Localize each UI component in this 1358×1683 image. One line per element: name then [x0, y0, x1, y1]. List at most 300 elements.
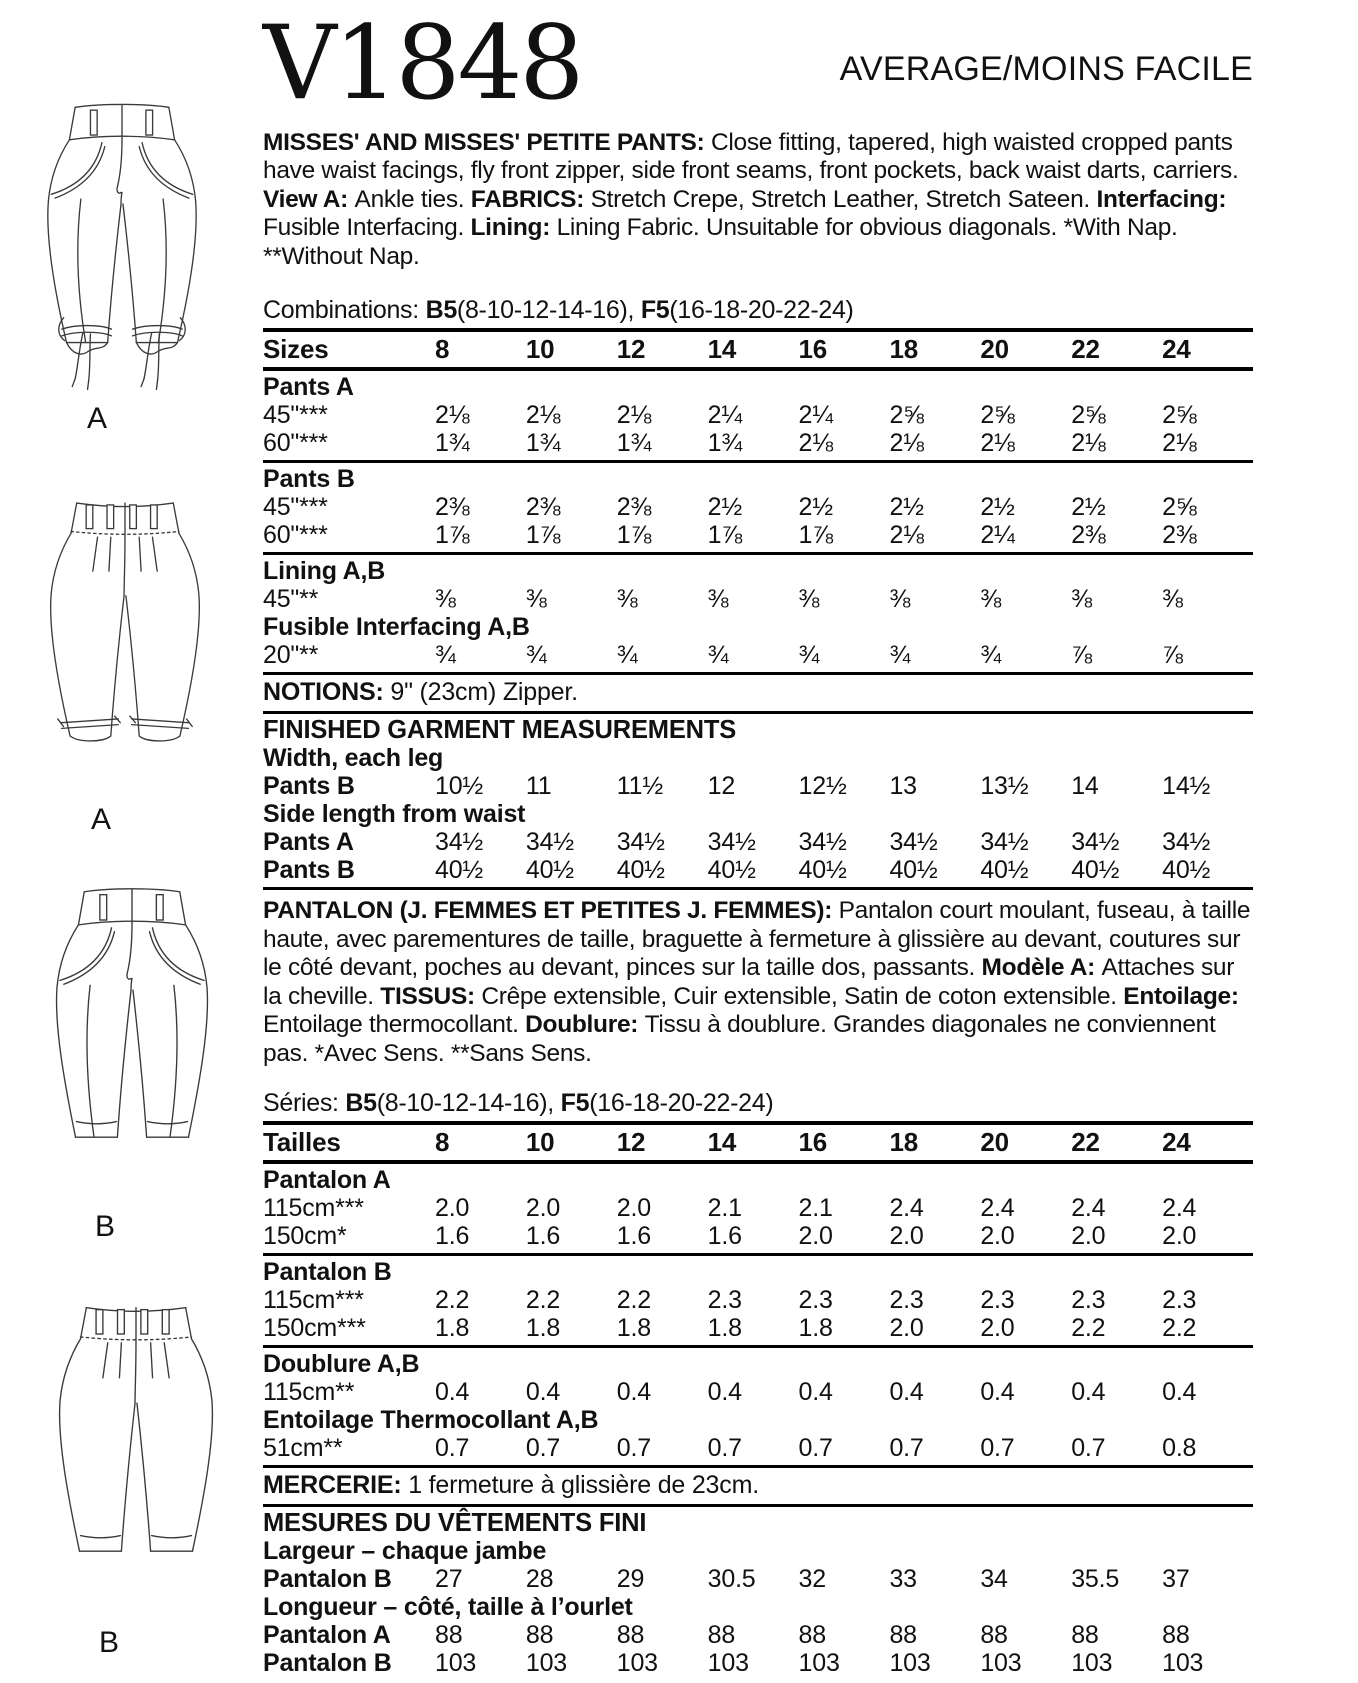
value-cell: 2.0 [1071, 1222, 1106, 1251]
value-cell: 103 [1071, 1649, 1113, 1678]
bold-text: NOTIONS: [263, 678, 384, 707]
row-label: Pants B [263, 856, 355, 885]
text: 9" (23cm) Zipper. [383, 678, 578, 707]
value-cell: 1.8 [798, 1314, 833, 1343]
value-cell: 2⅜ [1162, 521, 1197, 550]
table-header-row [263, 334, 1253, 364]
value-cell: 34½ [889, 828, 938, 857]
table-row [263, 1286, 1253, 1314]
column-header: 18 [889, 334, 918, 365]
table-rule [263, 1253, 1253, 1256]
value-cell: 34½ [1162, 828, 1211, 857]
value-cell: 2.2 [525, 1286, 561, 1315]
row-label: 115cm*** [263, 1194, 364, 1223]
value-cell: 0.4 [525, 1378, 561, 1407]
value-cell: 103 [798, 1649, 840, 1678]
value-cell: 88 [1071, 1621, 1099, 1650]
value-cell: 0.7 [707, 1434, 742, 1463]
value-cell: 1.8 [525, 1314, 561, 1343]
value-cell: 0.7 [798, 1434, 833, 1463]
value-cell: 11½ [616, 772, 663, 801]
value-cell: 2.0 [616, 1194, 651, 1223]
value-cell: ¾ [525, 641, 547, 670]
column-header: 16 [798, 334, 828, 365]
bold-text: FABRICS: [470, 185, 591, 213]
value-cell: 1.6 [525, 1222, 561, 1251]
bold-text: PANTALON (J. FEMMES ET PETITES J. FEMMES): [263, 897, 839, 925]
pants-b-front-figure [20, 876, 244, 1244]
value-cell: 0.7 [980, 1434, 1015, 1463]
column-header: 20 [980, 334, 1009, 365]
text: Close fitting, tapered, high waisted cropped pants have waist facings, fly front zipper, side front seams, front pockets, back waist darts, carriers. [263, 128, 1239, 185]
row-label: Pantalon B [263, 1649, 392, 1678]
table-row [263, 1621, 1253, 1649]
figure-label: A [90, 803, 111, 836]
section-title: Side length from waist [263, 800, 526, 829]
column-header: 12 [616, 1127, 646, 1158]
illustration-rail [0, 0, 255, 1683]
value-cell: 1¾ [435, 429, 470, 458]
text: 1 fermeture à glissière de 23cm. [401, 1471, 759, 1500]
section-title: Pants A [263, 373, 354, 402]
value-cell: 30.5 [707, 1565, 756, 1594]
value-cell: 2.0 [525, 1194, 561, 1223]
value-cell: 34½ [980, 828, 1029, 857]
value-cell: 0.4 [616, 1378, 651, 1407]
bold-text: F5 [640, 296, 670, 325]
value-cell: 12 [707, 772, 736, 801]
divider [263, 1504, 1253, 1507]
table-row [263, 1194, 1253, 1222]
value-cell: 0.8 [1162, 1434, 1197, 1463]
column-header: 14 [707, 1127, 737, 1158]
value-cell: 2⅛ [889, 429, 924, 458]
value-cell: 0.4 [435, 1378, 470, 1407]
value-cell: 2.0 [435, 1194, 470, 1223]
text: (8-10-12-14-16), [456, 296, 641, 325]
value-cell: 40½ [980, 856, 1029, 885]
value-cell: ⅞ [1162, 641, 1183, 670]
pants-a-back-illustration [16, 486, 234, 789]
value-cell: 34½ [1071, 828, 1120, 857]
divider [263, 711, 1253, 714]
value-cell: ¾ [889, 641, 911, 670]
pants-a-front-illustration [12, 92, 232, 398]
value-cell: 2.3 [1162, 1286, 1197, 1315]
notions-line [263, 677, 1253, 708]
value-cell: 2.4 [889, 1194, 924, 1223]
description-english [263, 129, 1253, 272]
column-header: 8 [435, 334, 450, 365]
value-cell: 27 [435, 1565, 463, 1594]
value-cell: 88 [889, 1621, 917, 1650]
value-cell: 2.0 [889, 1314, 924, 1343]
text: (16-18-20-22-24) [669, 296, 854, 325]
text: Fusible Interfacing. [263, 214, 471, 242]
text: Combinations: [263, 296, 426, 325]
value-cell: 2.0 [798, 1222, 833, 1251]
value-cell: 2.3 [1071, 1286, 1106, 1315]
value-cell: 34½ [798, 828, 847, 857]
series-line [263, 1088, 1253, 1118]
value-cell: 0.7 [435, 1434, 470, 1463]
value-cell: 2.4 [980, 1194, 1015, 1223]
difficulty-label: AVERAGE/MOINS FACILE [839, 50, 1253, 88]
column-header-label: Sizes [263, 334, 329, 365]
value-cell: ¾ [980, 641, 1001, 670]
pants-a-front-figure [12, 92, 232, 436]
value-cell: 1⅞ [435, 521, 470, 550]
finished-measurements-heading-fr: MESURES DU VÊTEMENTS FINI [263, 1509, 647, 1538]
value-cell: 103 [525, 1649, 567, 1678]
value-cell: 33 [889, 1565, 917, 1594]
figure-label: A [86, 402, 107, 435]
bold-text: MISSES' AND MISSES' PETITE PANTS: [263, 128, 711, 156]
value-cell: 40½ [435, 856, 484, 885]
pattern-number: V1848 [263, 4, 582, 123]
value-cell: 40½ [798, 856, 847, 885]
table-row [263, 429, 1253, 457]
value-cell: ⅜ [889, 585, 911, 614]
section-title: Pantalon A [263, 1166, 391, 1195]
column-header-label: Tailles [263, 1127, 341, 1158]
value-cell: 88 [980, 1621, 1008, 1650]
value-cell: 34½ [435, 828, 484, 857]
text: (8-10-12-14-16), [376, 1089, 561, 1118]
value-cell: 2¼ [798, 401, 833, 430]
bold-text: View A: [263, 185, 355, 213]
value-cell: 0.4 [1162, 1378, 1197, 1407]
table-rule [263, 460, 1253, 463]
value-cell: 2.1 [707, 1194, 742, 1223]
row-label: 45"** [263, 585, 319, 614]
value-cell: ¾ [707, 641, 729, 670]
value-cell: 35.5 [1071, 1565, 1120, 1594]
table-row [263, 828, 1253, 856]
finished-measurements-table-fr [263, 1537, 1253, 1677]
value-cell: 1.8 [707, 1314, 742, 1343]
value-cell: 1¾ [525, 429, 561, 458]
value-cell: 2⅜ [525, 493, 561, 522]
row-label: Pantalon A [263, 1621, 391, 1650]
value-cell: 0.7 [616, 1434, 651, 1463]
text: Stretch Crepe, Stretch Leather, Stretch Sateen. [590, 185, 1097, 213]
value-cell: 103 [889, 1649, 931, 1678]
value-cell: 1⅞ [707, 521, 743, 550]
row-label: 45"*** [263, 401, 328, 430]
value-cell: 88 [616, 1621, 645, 1650]
column-header: 24 [1162, 1127, 1191, 1158]
bold-text: Modèle A: [981, 954, 1102, 982]
value-cell: 12½ [798, 772, 847, 801]
value-cell: 11 [525, 772, 552, 801]
row-label: Pantalon B [263, 1565, 392, 1594]
text: Séries: [263, 1089, 346, 1118]
value-cell: 2½ [889, 493, 924, 522]
value-cell: 34½ [616, 828, 665, 857]
value-cell: 2.0 [1162, 1222, 1197, 1251]
value-cell: 40½ [1162, 856, 1211, 885]
value-cell: 2⅝ [1162, 493, 1197, 522]
table-row [263, 585, 1253, 613]
value-cell: 37 [1162, 1565, 1190, 1594]
text: Crêpe extensible, Cuir extensible, Satin de coton extensible. [481, 982, 1124, 1010]
table-row [263, 1649, 1253, 1677]
value-cell: ⅜ [980, 585, 1001, 614]
value-cell: 0.4 [889, 1378, 924, 1407]
row-label: 115cm*** [263, 1286, 364, 1315]
table-row [263, 521, 1253, 549]
finished-measurements-table-en [263, 744, 1253, 884]
combinations-line [263, 295, 1253, 325]
value-cell: ⅜ [798, 585, 820, 614]
value-cell: 2.4 [1071, 1194, 1106, 1223]
value-cell: 1¾ [707, 429, 743, 458]
pants-b-back-figure [24, 1290, 248, 1660]
bold-text: B5 [425, 296, 457, 325]
value-cell: 1¾ [616, 429, 652, 458]
section-title: Lining A,B [263, 557, 386, 586]
value-cell: 2⅝ [1071, 401, 1106, 430]
section-title: Width, each leg [263, 744, 444, 773]
value-cell: 14½ [1162, 772, 1211, 801]
value-cell: ⅜ [707, 585, 729, 614]
value-cell: 0.7 [1071, 1434, 1106, 1463]
value-cell: 2.3 [889, 1286, 924, 1315]
table-rule [263, 367, 1253, 371]
value-cell: ¾ [435, 641, 456, 670]
text: Attaches sur la cheville. [263, 954, 1235, 1010]
value-cell: 1.8 [616, 1314, 651, 1343]
value-cell: 2.3 [798, 1286, 833, 1315]
value-cell: 2⅜ [1071, 521, 1106, 550]
table-row [263, 1222, 1253, 1250]
value-cell: 2.2 [1162, 1314, 1197, 1343]
value-cell: 2⅜ [616, 493, 652, 522]
value-cell: ¾ [798, 641, 820, 670]
bold-text: Entoilage: [1123, 982, 1239, 1010]
value-cell: 2⅛ [980, 429, 1015, 458]
table-row [263, 1565, 1253, 1593]
value-cell: 40½ [1071, 856, 1120, 885]
value-cell: 0.4 [707, 1378, 742, 1407]
row-label: 115cm** [263, 1378, 355, 1407]
value-cell: 0.4 [1071, 1378, 1106, 1407]
value-cell: 2⅛ [525, 401, 561, 430]
pants-b-back-illustration [24, 1290, 248, 1602]
value-cell: 2½ [707, 493, 743, 522]
row-label: 150cm* [263, 1222, 347, 1251]
column-header: 12 [616, 334, 646, 365]
value-cell: 2½ [798, 493, 833, 522]
value-cell: 2.2 [435, 1286, 470, 1315]
value-cell: 2.0 [980, 1222, 1015, 1251]
value-cell: 2⅝ [1162, 401, 1197, 430]
value-cell: 2¼ [707, 401, 743, 430]
divider [263, 672, 1253, 675]
text: Ankle ties. [354, 185, 471, 213]
value-cell: 1⅞ [798, 521, 833, 550]
description-french [263, 897, 1253, 1068]
text: (16-18-20-22-24) [589, 1089, 774, 1118]
column-header: 16 [798, 1127, 828, 1158]
text: Lining Fabric. Unsuitable for obvious diagonals. *With Nap. **Without Nap. [263, 214, 1178, 270]
value-cell: 28 [525, 1565, 554, 1594]
bold-text: Doublure: [525, 1011, 645, 1039]
value-cell: 10½ [435, 772, 484, 801]
table-row [263, 856, 1253, 884]
yardage-table-french [263, 1121, 1253, 1462]
table-row [263, 641, 1253, 669]
text: Pantalon court moulant, fuseau, à taille haute, avec parementures de taille, braguette à fermeture à glissière au devant, coutures sur le côté devant, poches au devant, pinces sur la taille dos, passants. [263, 897, 1251, 982]
value-cell: 2.2 [1071, 1314, 1106, 1343]
table-rule [263, 1160, 1253, 1164]
bold-text: Interfacing: [1096, 185, 1227, 213]
row-label: 150cm*** [263, 1314, 366, 1343]
value-cell: 103 [616, 1649, 658, 1678]
row-label: 51cm** [263, 1434, 343, 1463]
column-header: 8 [435, 1127, 450, 1158]
section-title: Pants B [263, 465, 355, 494]
value-cell: 2⅜ [435, 493, 470, 522]
value-cell: 2⅛ [435, 401, 470, 430]
divider [263, 887, 1253, 890]
header [263, 4, 1253, 123]
pants-b-front-illustration [20, 876, 244, 1188]
value-cell: 13 [889, 772, 917, 801]
value-cell: 103 [980, 1649, 1022, 1678]
row-label: 45"*** [263, 493, 328, 522]
value-cell: 88 [707, 1621, 736, 1650]
value-cell: ⅜ [616, 585, 638, 614]
table-rule [263, 1345, 1253, 1348]
value-cell: 2.3 [707, 1286, 742, 1315]
mercerie-line [263, 1470, 1253, 1501]
value-cell: 2.0 [889, 1222, 924, 1251]
value-cell: 2.3 [980, 1286, 1015, 1315]
value-cell: 88 [798, 1621, 826, 1650]
value-cell: 29 [616, 1565, 645, 1594]
value-cell: 40½ [889, 856, 938, 885]
row-label: 60"*** [263, 429, 328, 458]
section-title: Fusible Interfacing A,B [263, 613, 530, 642]
value-cell: 103 [1162, 1649, 1204, 1678]
value-cell: 14 [1071, 772, 1099, 801]
value-cell: 2.2 [616, 1286, 651, 1315]
value-cell: 32 [798, 1565, 826, 1594]
value-cell: 2.1 [798, 1194, 833, 1223]
section-title: Longueur – côté, taille à l’ourlet [263, 1593, 633, 1622]
text: Entoilage thermocollant. [263, 1011, 526, 1039]
bold-text: Lining: [470, 214, 557, 242]
value-cell: 0.7 [525, 1434, 561, 1463]
column-header: 22 [1071, 334, 1100, 365]
figure-label: B [98, 1626, 119, 1659]
column-header: 24 [1162, 334, 1191, 365]
table-row [263, 1378, 1253, 1406]
pants-a-back-figure [16, 486, 234, 837]
value-cell: 0.7 [889, 1434, 924, 1463]
section-title: Entoilage Thermocollant A,B [263, 1406, 599, 1435]
column-header: 10 [525, 1127, 555, 1158]
section-title: Pantalon B [263, 1258, 392, 1287]
value-cell: 2⅛ [1071, 429, 1106, 458]
value-cell: ⅜ [1162, 585, 1183, 614]
value-cell: 2.0 [980, 1314, 1015, 1343]
row-label: 60"*** [263, 521, 328, 550]
value-cell: 2½ [980, 493, 1015, 522]
column-header: 18 [889, 1127, 918, 1158]
table-row [263, 772, 1253, 800]
bold-text: F5 [560, 1089, 590, 1118]
table-rule [263, 328, 1253, 332]
value-cell: 1.8 [435, 1314, 470, 1343]
column-header: 14 [707, 334, 737, 365]
row-label: 20"** [263, 641, 319, 670]
value-cell: ⅜ [1071, 585, 1092, 614]
value-cell: ⅞ [1071, 641, 1092, 670]
value-cell: 88 [525, 1621, 554, 1650]
value-cell: 0.4 [980, 1378, 1015, 1407]
table-row [263, 1314, 1253, 1342]
value-cell: 13½ [980, 772, 1029, 801]
table-rule [263, 552, 1253, 555]
section-title: Doublure A,B [263, 1350, 420, 1379]
table-row [263, 1434, 1253, 1462]
value-cell: 34 [980, 1565, 1008, 1594]
value-cell: 2⅝ [980, 401, 1015, 430]
value-cell: 88 [1162, 1621, 1190, 1650]
value-cell: ⅜ [525, 585, 547, 614]
value-cell: 1⅞ [616, 521, 652, 550]
finished-measurements-heading-en: FINISHED GARMENT MEASUREMENTS [263, 716, 737, 745]
row-label: Pants B [263, 772, 355, 801]
value-cell: 103 [707, 1649, 749, 1678]
table-rule [263, 1121, 1253, 1125]
bold-text: TISSUS: [380, 982, 482, 1010]
value-cell: 1.6 [616, 1222, 651, 1251]
value-cell: 2⅛ [1162, 429, 1197, 458]
value-cell: 2⅛ [798, 429, 833, 458]
text: Tissu à doublure. Grandes diagonales ne conviennent pas. *Avec Sens. **Sans Sens. [263, 1011, 1216, 1067]
value-cell: 1⅞ [525, 521, 561, 550]
value-cell: 2⅛ [616, 401, 652, 430]
value-cell: 40½ [707, 856, 756, 885]
value-cell: 1.6 [707, 1222, 742, 1251]
value-cell: 40½ [525, 856, 574, 885]
section-title: Largeur – chaque jambe [263, 1537, 547, 1566]
content-column [263, 0, 1253, 1677]
column-header: 20 [980, 1127, 1009, 1158]
table-header-row [263, 1127, 1253, 1157]
row-label: Pants A [263, 828, 354, 857]
value-cell: 2.4 [1162, 1194, 1197, 1223]
value-cell: 88 [435, 1621, 463, 1650]
value-cell: 1.6 [435, 1222, 470, 1251]
divider [263, 1465, 1253, 1468]
value-cell: 2⅛ [889, 521, 924, 550]
value-cell: 34½ [707, 828, 756, 857]
bold-text: B5 [345, 1089, 377, 1118]
value-cell: 0.4 [798, 1378, 833, 1407]
value-cell: 34½ [525, 828, 574, 857]
figure-label: B [94, 1210, 115, 1243]
column-header: 10 [525, 334, 555, 365]
table-row [263, 493, 1253, 521]
value-cell: 2¼ [980, 521, 1015, 550]
value-cell: 2⅝ [889, 401, 924, 430]
yardage-table-english [263, 328, 1253, 669]
